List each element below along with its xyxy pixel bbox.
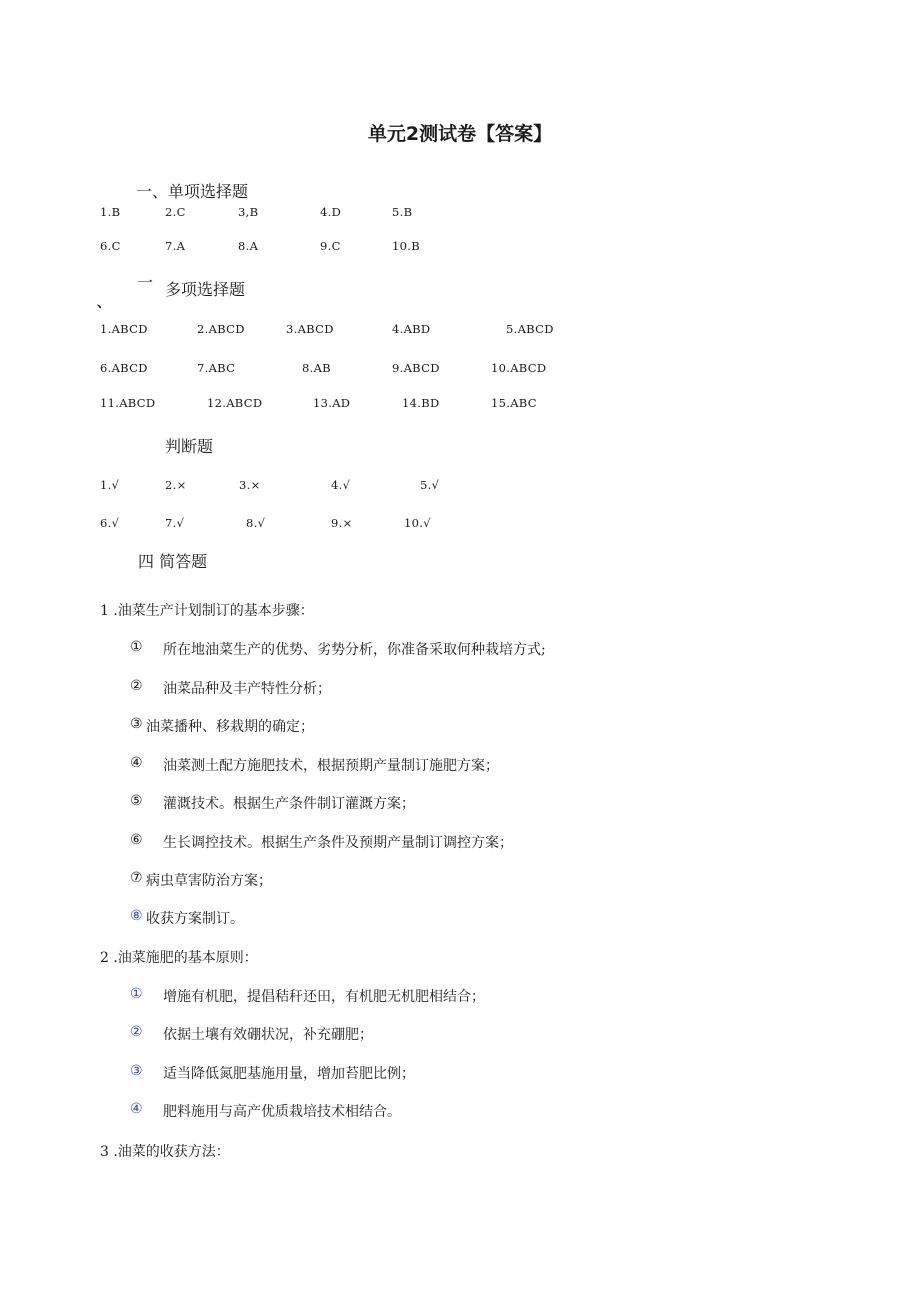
answer-item: 7.ABC xyxy=(197,361,236,375)
item-text: 增施有机肥，提倡秸秆还田，有机肥无机肥相结合； xyxy=(163,989,485,1005)
item-marker: ① xyxy=(130,986,143,1002)
answer-item: 3,B xyxy=(238,205,259,219)
answer-item: 7.√ xyxy=(165,516,185,530)
answer-item: 1.√ xyxy=(100,478,120,492)
item-marker: ③ xyxy=(130,1063,143,1079)
answer-item: 14.BD xyxy=(402,396,440,410)
answer-item: 9.ABCD xyxy=(392,361,440,375)
section2-heading: 多项选择题 xyxy=(165,280,246,299)
answer-item: 12.ABCD xyxy=(207,396,263,410)
item-text: 灌溉技术。根据生产条件制订灌溉方案； xyxy=(163,796,415,812)
answer-item: 8.AB xyxy=(302,361,331,375)
answer-item: 6.√ xyxy=(100,516,120,530)
answer-item: 10.ABCD xyxy=(491,361,547,375)
answer-item: 8.A xyxy=(238,239,259,253)
item-text: 肥料施用与高产优质栽培技术相结合。 xyxy=(163,1104,401,1120)
item-text: 油菜播种、移栽期的确定； xyxy=(146,719,314,735)
answer-item: 6.C xyxy=(100,239,121,253)
item-marker: ⑧ xyxy=(130,908,143,924)
answer-item: 4.D xyxy=(320,205,342,219)
answer-item: 5.√ xyxy=(420,478,440,492)
page-title: 单元2测试卷【答案】 xyxy=(367,123,553,145)
item-marker: ④ xyxy=(130,1101,143,1117)
item-text: 病虫草害防治方案； xyxy=(146,873,272,889)
item-marker: ① xyxy=(130,639,143,655)
section3-heading: 判断题 xyxy=(165,437,214,456)
section4-heading: 四 简答题 xyxy=(138,552,208,571)
section1-heading: 一、单项选择题 xyxy=(136,182,249,201)
item-marker: ⑤ xyxy=(130,793,143,809)
item-marker: ② xyxy=(130,1024,143,1040)
answer-item: 9.C xyxy=(320,239,341,253)
answer-item: 7.A xyxy=(165,239,186,253)
answer-item: 5.B xyxy=(392,205,413,219)
answer-item: 3.ABCD xyxy=(286,322,334,336)
answer-item: 13.AD xyxy=(313,396,351,410)
answer-item: 15.ABC xyxy=(491,396,537,410)
answer-item: 6.ABCD xyxy=(100,361,148,375)
item-text: 生长调控技术。根据生产条件及预期产量制订调控方案； xyxy=(163,835,513,851)
answer-item: 9.× xyxy=(331,516,353,530)
question-2-label: 2 .油菜施肥的基本原则： xyxy=(100,950,258,966)
answer-item: 11.ABCD xyxy=(100,396,156,410)
answer-item: 8.√ xyxy=(246,516,266,530)
item-marker: ③ xyxy=(130,716,143,732)
item-text: 油菜测土配方施肥技术，根据预期产量制订施肥方案； xyxy=(163,758,499,774)
answer-item: 1.ABCD xyxy=(100,322,148,336)
answer-item: 4.√ xyxy=(331,478,351,492)
item-text: 收获方案制订。 xyxy=(146,911,244,927)
item-marker: ④ xyxy=(130,755,143,771)
answer-item: 10.B xyxy=(392,239,420,253)
answer-item: 1.B xyxy=(100,205,121,219)
item-text: 依据土壤有效硼状况，补充硼肥； xyxy=(163,1027,373,1043)
answer-item: 2.C xyxy=(165,205,186,219)
answer-item: 2.ABCD xyxy=(197,322,245,336)
item-text: 适当降低氮肥基施用量，增加苔肥比例； xyxy=(163,1066,415,1082)
answer-item: 10.√ xyxy=(404,516,431,530)
answer-item: 4.ABD xyxy=(392,322,431,336)
item-marker: ② xyxy=(130,678,143,694)
question-1-label: 1 .油菜生产计划制订的基本步骤： xyxy=(100,603,314,619)
section2-stray-mark: 、 xyxy=(97,296,111,311)
section2-number: 一 xyxy=(137,273,154,292)
question-3-label: 3 .油菜的收获方法： xyxy=(100,1144,230,1160)
answer-item: 3.× xyxy=(239,478,261,492)
item-marker: ⑥ xyxy=(130,832,143,848)
item-text: 所在地油菜生产的优势、劣势分析，你准备采取何种栽培方式; xyxy=(163,642,546,658)
item-text: 油菜品种及丰产特性分析； xyxy=(163,681,331,697)
answer-item: 5.ABCD xyxy=(506,322,554,336)
answer-item: 2.× xyxy=(165,478,187,492)
item-marker: ⑦ xyxy=(130,870,143,886)
